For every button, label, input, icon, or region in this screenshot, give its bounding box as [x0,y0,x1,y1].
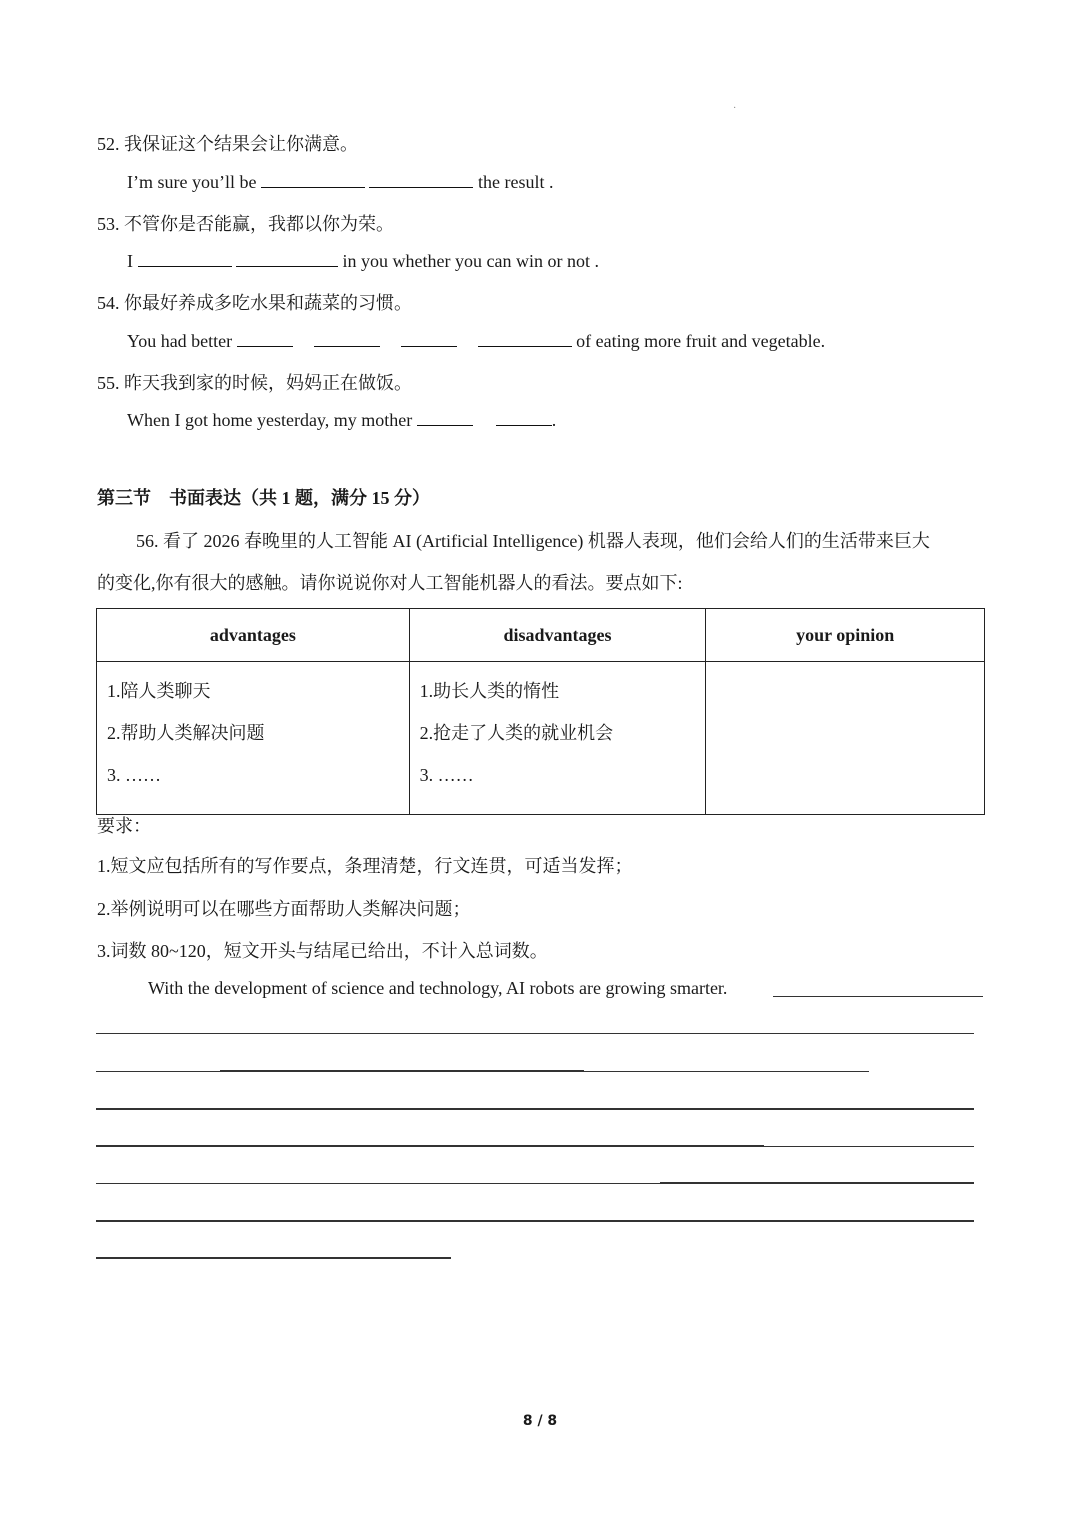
your-opinion-cell[interactable] [706,662,985,815]
header-advantages: advantages [97,609,410,662]
question-52-sentence [127,171,553,193]
writing-points-table [96,608,985,815]
task-line-1: 56. 看了 2026 春晚里的人工智能 AI (Artificial Intelligence) 机器人表现，他们会给人们的生活带来巨大 [136,531,930,551]
advantage-item: 2.帮助人类解决问题 [107,723,265,743]
answer-blank[interactable] [314,330,380,347]
question-52-pre: I’m sure you’ll be [127,172,257,192]
question-54-pre: You had better [127,331,233,351]
writing-line-segment [96,1145,764,1147]
question-55-prompt: 55. 昨天我到家的时候，妈妈正在做饭。 [97,373,412,393]
answer-blank[interactable] [236,250,338,267]
question-54-sentence [127,330,825,352]
question-54-prompt: 54. 你最好养成多吃水果和蔬菜的习惯。 [97,293,412,313]
requirement-item: 2.举例说明可以在哪些方面帮助人类解决问题； [97,899,471,919]
requirement-item: 1.短文应包括所有的写作要点，条理清楚，行文连贯，可适当发挥； [97,856,633,876]
advantage-item: 1.陪人类聊天 [107,681,211,701]
requirement-item: 3.词数 80~120，短文开头与结尾已给出，不计入总词数。 [97,941,548,961]
disadvantages-cell [409,662,706,815]
writing-line-segment [220,1070,584,1072]
corner-mark: · [733,103,737,114]
answer-blank[interactable] [237,330,293,347]
question-53-post: in you whether you can win or not . [342,251,599,271]
advantage-item: 3. …… [107,765,161,785]
answer-blank[interactable] [401,330,457,347]
page-number: 8 / 8 [522,1413,558,1429]
question-55-pre: When I got home yesterday, my mother [127,410,413,430]
disadvantage-item: 2.抢走了人类的就业机会 [419,723,614,743]
table-header-row [97,609,985,662]
writing-start-sentence: With the development of science and technology, AI robots are growing smarter. [148,978,728,998]
answer-blank[interactable] [138,250,232,267]
question-53-pre: I [127,251,133,271]
question-53-prompt: 53. 不管你是否能赢，我都以你为荣。 [97,214,394,234]
question-52-post: the result . [477,172,554,192]
writing-line[interactable] [96,1033,974,1034]
header-your-opinion: your opinion [706,609,985,662]
question-55-sentence [127,409,556,431]
question-53-sentence [127,250,599,272]
disadvantage-item: 1.助长人类的惰性 [419,681,560,701]
disadvantage-item: 3. …… [419,765,474,785]
writing-line[interactable] [773,996,983,997]
question-55-post: . [551,410,557,430]
table-row [97,662,985,815]
answer-blank[interactable] [496,409,552,426]
writing-line[interactable] [96,1220,974,1222]
answer-blank[interactable] [261,171,365,188]
section-title: 第三节 书面表达（共 1 题，满分 15 分） [97,488,430,508]
writing-line[interactable] [96,1108,974,1110]
answer-blank[interactable] [417,409,473,426]
writing-line-segment [660,1182,974,1184]
question-54-post: of eating more fruit and vegetable. [576,331,826,351]
question-52-prompt: 52. 我保证这个结果会让你满意。 [97,134,358,154]
header-disadvantages: disadvantages [409,609,706,662]
task-line-2: 的变化,你有很大的感触。请你说说你对人工智能机器人的看法。要点如下: [97,573,683,593]
advantages-cell [97,662,410,815]
answer-blank[interactable] [478,330,572,347]
requirements-title: 要求： [97,816,151,836]
writing-line[interactable] [96,1257,451,1259]
answer-blank[interactable] [369,171,473,188]
